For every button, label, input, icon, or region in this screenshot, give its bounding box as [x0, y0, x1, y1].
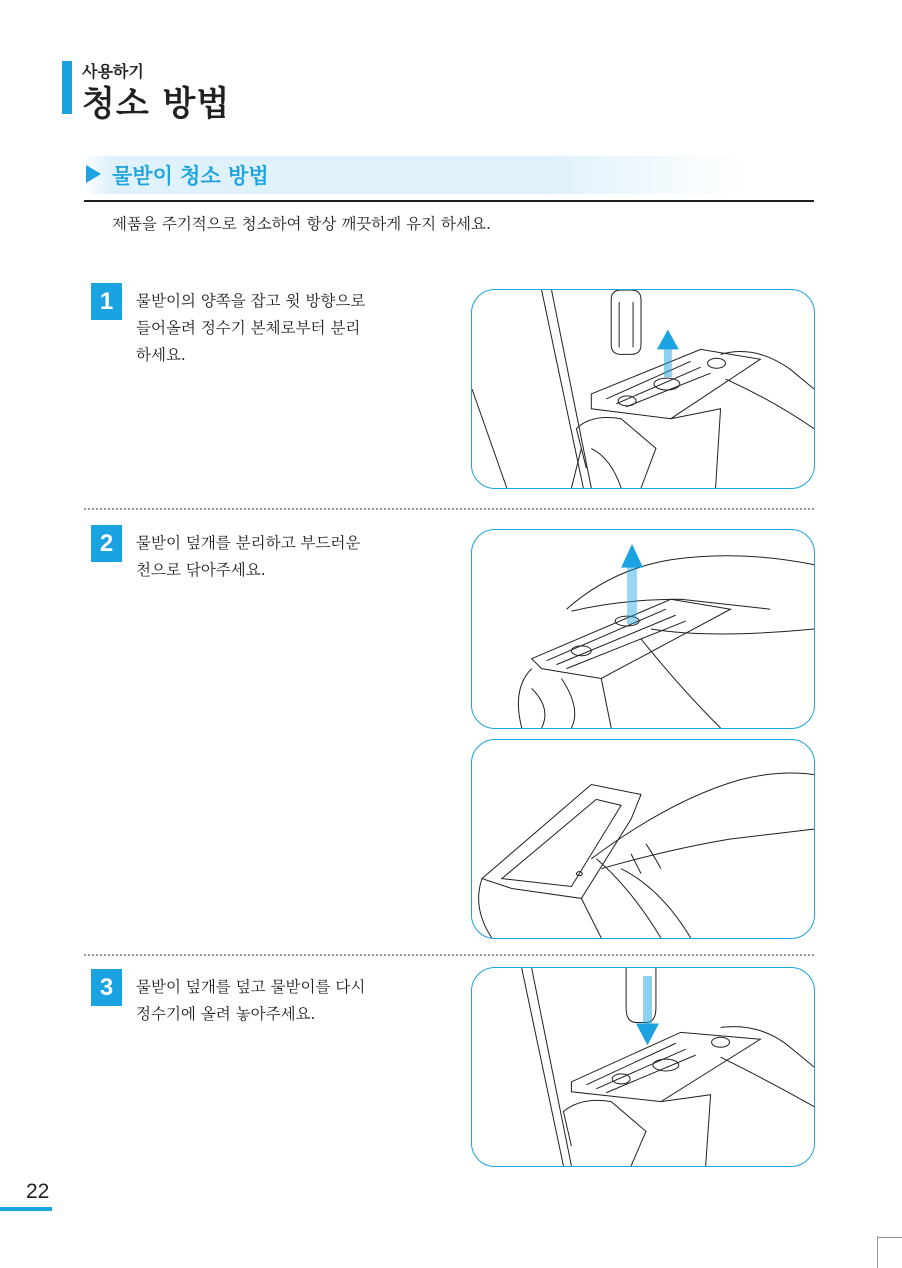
step-1-text — [136, 288, 436, 369]
section-title: 물받이 청소 방법 — [112, 164, 269, 188]
step-2-line: 천으로 닦아주세요. — [136, 561, 266, 579]
step-1-line: 들어올려 정수기 본체로부터 분리 — [136, 319, 361, 337]
page-number-bar — [0, 1207, 52, 1211]
step-1-line: 하세요. — [136, 346, 186, 364]
triangle-right-icon — [86, 165, 101, 183]
step-divider — [84, 508, 814, 510]
crop-mark — [877, 1237, 902, 1238]
header-category: 사용하기 — [82, 62, 144, 81]
step-2-text — [136, 530, 436, 584]
step-3-line: 물받이 덮개를 덮고 물받이를 다시 — [136, 978, 366, 996]
page-title: 청소 방법 — [82, 84, 231, 124]
intro-text: 제품을 주기적으로 청소하여 항상 깨끗하게 유지 하세요. — [112, 215, 491, 233]
step-divider — [84, 954, 814, 956]
step-3-line: 정수기에 올려 놓아주세요. — [136, 1005, 316, 1023]
section-divider — [84, 200, 814, 202]
step-1-line: 물받이의 양쪽을 잡고 윗 방향으로 — [136, 292, 366, 310]
crop-mark — [877, 1236, 878, 1268]
page-number: 22 — [26, 1180, 50, 1203]
step-2-line: 물받이 덮개를 분리하고 부드러운 — [136, 534, 361, 552]
step-3-text — [136, 974, 436, 1028]
header-accent-bar — [62, 61, 72, 114]
step-1-illustration — [471, 289, 815, 489]
step-3-illustration — [471, 967, 815, 1167]
step-2-illustration-a — [471, 529, 815, 729]
step-3-badge: 3 — [91, 969, 122, 1006]
step-1-badge: 1 — [91, 283, 122, 320]
step-2-badge: 2 — [91, 525, 122, 562]
step-2-illustration-b — [471, 739, 815, 939]
